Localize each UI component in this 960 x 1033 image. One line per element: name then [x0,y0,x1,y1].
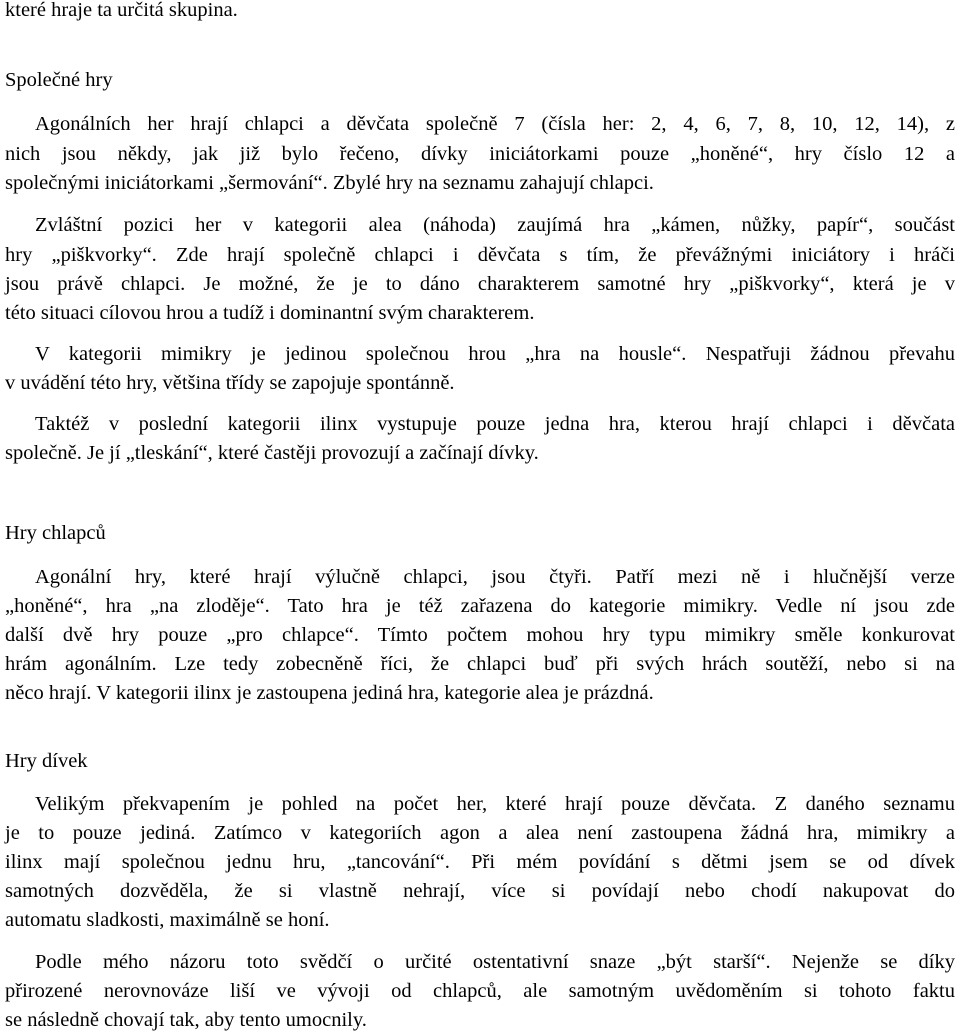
top-fragment: které hraje ta určitá skupina. [5,0,238,21]
text-line: samotných dozvěděla, že si vlastně nehrají, více si povídají nebo chodí nakupovat do [5,880,955,902]
text-line: jsou právě chlapci. Je možné, že je to dáno charakterem samotné hry „piškvorky“, která je v [5,273,955,295]
text-line: hry „piškvorky“. Zde hrají společně chlapci i děvčata s tím, že převážnými iniciátory i hráči [5,244,955,266]
text-line: „honěné“, hra „na zloděje“. Tato hra je též zařazena do kategorie mimikry. Vedle ní jsou zde [5,595,955,617]
text-line: Podle mého názoru toto svědčí o určité ostentativní snaze „být starší“. Nejenže se díky [35,951,955,973]
text-line: nich jsou někdy, jak již bylo řečeno, dívky iniciátorkami pouze „honěné“, hry číslo 12 a [5,143,955,165]
text-line: je to pouze jediná. Zatímco v kategoriích agon a alea není zastoupena žádná hra, mimikry a [5,822,955,844]
text-line: něco hrají. V kategorii ilinx je zastoupena jediná hra, kategorie alea je prázdná. [5,682,654,704]
text-line: hrám agonálním. Lze tedy zobecněně říci, že chlapci buď při svých hrách soutěží, nebo si na [5,653,955,675]
text-line: automatu sladkosti, maximálně se honí. [5,909,330,931]
text-line: této situaci cílovou hrou a tudíž i dominantní svým charakterem. [5,302,535,324]
section-heading-hry-divek: Hry dívek [5,750,88,772]
section-heading-spolecne-hry: Společné hry [5,69,113,91]
text-line: Agonálních her hrají chlapci a děvčata společně 7 (čísla her: 2, 4, 6, 7, 8, 10, 12, 14), z [35,113,955,135]
text-line: ilinx mají společnou jednu hru, „tancování“. Při mém povídání s dětmi jsem se od dívek [5,851,955,873]
text-line: společně. Je jí „tleskání“, které častěji provozují a začínají dívky. [5,442,539,464]
text-line: další dvě hry pouze „pro chlapce“. Tímto počtem mohou hry typu mimikry směle konkurovat [5,624,955,646]
text-line: Agonální hry, které hrají výlučně chlapci, jsou čtyři. Patří mezi ně i hlučnější verze [35,566,955,588]
text-line: se následně chovají tak, aby tento umocnily. [5,1009,367,1031]
text-line: společnými iniciátorkami „šermování“. Zbylé hry na seznamu zahajují chlapci. [5,172,654,194]
text-line: přirozené nerovnováze liší ve vývoji od chlapců, ale samotným uvědoměním si tohoto faktu [5,980,955,1002]
text-line: Velikým překvapením je pohled na počet her, které hrají pouze děvčata. Z daného seznamu [35,793,955,815]
section-heading-hry-chlapcu: Hry chlapců [5,522,106,544]
text-line: Taktéž v poslední kategorii ilinx vystupuje pouze jedna hra, kterou hrají chlapci i děvčata [35,413,955,435]
text-line: Zvláštní pozici her v kategorii alea (náhoda) zaujímá hra „kámen, nůžky, papír“, součást [35,214,955,236]
text-line: v uvádění této hry, většina třídy se zapojuje spontánně. [5,372,455,394]
text-line: V kategorii mimikry je jedinou společnou hrou „hra na housle“. Nespatřuji žádnou převahu [35,343,955,365]
